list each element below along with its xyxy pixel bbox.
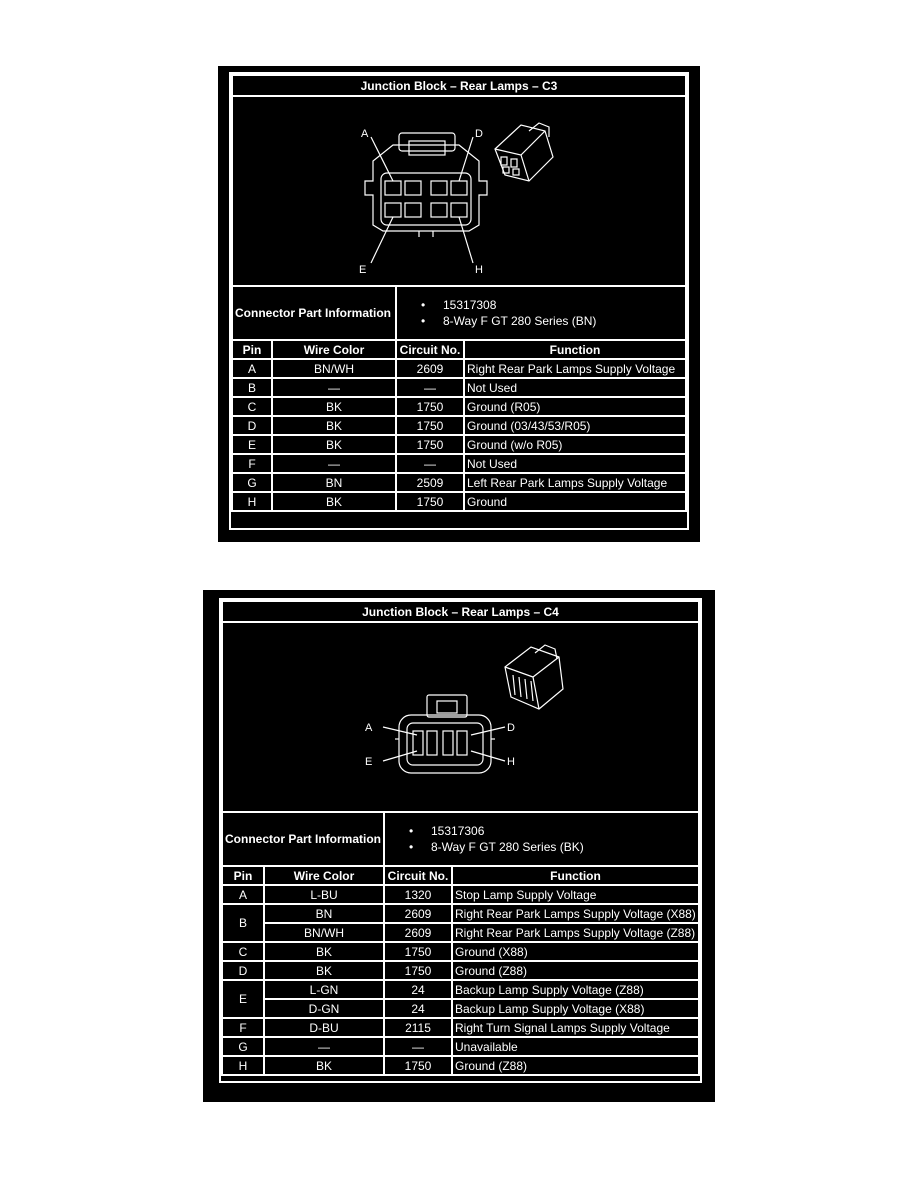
c4-connector-panel <box>203 590 715 1102</box>
function-cell: Ground (03/43/53/R05) <box>464 416 686 435</box>
c4-header-function: Function <box>452 866 699 885</box>
c4-header-wire-color: Wire Color <box>264 866 384 885</box>
wire-color-cell: L-GN <box>264 980 384 999</box>
circuit-cell: 1750 <box>384 1056 452 1075</box>
c4-pinout-table <box>221 600 700 1076</box>
function-cell: Ground <box>464 492 686 511</box>
table-row <box>222 961 699 980</box>
wire-color-cell: BK <box>272 435 396 454</box>
wire-color-cell: BK <box>264 1056 384 1075</box>
wire-color-cell: BK <box>272 397 396 416</box>
c3-connector-diagram <box>233 97 679 283</box>
c3-header-circuit: Circuit No. <box>396 340 464 359</box>
wire-color-cell: BK <box>264 942 384 961</box>
table-row <box>232 473 686 492</box>
c3-info-list <box>399 297 683 329</box>
c3-header-wire-color: Wire Color <box>272 340 396 359</box>
pin-cell: A <box>222 885 264 904</box>
pin-cell: H <box>222 1056 264 1075</box>
pin-cell: E <box>222 980 264 1018</box>
table-row <box>222 1018 699 1037</box>
function-cell: Ground (w/o R05) <box>464 435 686 454</box>
table-row <box>232 435 686 454</box>
c4-header-row <box>222 866 699 885</box>
c4-connector-iso-view <box>505 645 563 709</box>
function-cell: Backup Lamp Supply Voltage (X88) <box>452 999 699 1018</box>
function-cell: Right Rear Park Lamps Supply Voltage <box>464 359 686 378</box>
function-cell: Ground (X88) <box>452 942 699 961</box>
c4-pin-label-e: E <box>365 756 373 768</box>
pin-cell: A <box>232 359 272 378</box>
function-cell: Backup Lamp Supply Voltage (Z88) <box>452 980 699 999</box>
pin-cell: F <box>232 454 272 473</box>
pin-cell: G <box>232 473 272 492</box>
c4-part-number: • 15317306 <box>409 823 696 839</box>
c3-header-function: Function <box>464 340 686 359</box>
wire-color-cell: BN/WH <box>272 359 396 378</box>
pin-cell: E <box>232 435 272 454</box>
function-cell: Not Used <box>464 378 686 397</box>
table-row <box>222 904 699 923</box>
pin-cell: H <box>232 492 272 511</box>
wire-color-cell: BN <box>264 904 384 923</box>
function-cell: Right Rear Park Lamps Supply Voltage (Z88) <box>452 923 699 942</box>
c3-diagram-cell <box>232 96 686 286</box>
pin-cell: D <box>222 961 264 980</box>
circuit-cell: — <box>396 454 464 473</box>
c3-pin-label-a: A <box>361 128 369 140</box>
c3-pin-label-d: D <box>475 128 483 140</box>
pin-cell: G <box>222 1037 264 1056</box>
circuit-cell: 2609 <box>396 359 464 378</box>
c3-pin-label-e: E <box>359 264 367 276</box>
circuit-cell: 1750 <box>396 416 464 435</box>
function-cell: Ground (Z88) <box>452 1056 699 1075</box>
table-row <box>232 454 686 473</box>
c4-info-list <box>387 823 696 855</box>
pin-cell: C <box>232 397 272 416</box>
wire-color-cell: — <box>272 378 396 397</box>
function-cell: Ground (Z88) <box>452 961 699 980</box>
c4-header-pin: Pin <box>222 866 264 885</box>
wire-color-cell: BK <box>272 416 396 435</box>
wire-color-cell: — <box>264 1037 384 1056</box>
c4-title: Junction Block – Rear Lamps – C4 <box>222 601 699 622</box>
c3-series: • 8-Way F GT 280 Series (BN) <box>421 313 683 329</box>
circuit-cell: 2509 <box>396 473 464 492</box>
c4-header-circuit: Circuit No. <box>384 866 452 885</box>
pin-cell: C <box>222 942 264 961</box>
table-row <box>222 980 699 999</box>
c3-header-row <box>232 340 686 359</box>
c3-header-pin: Pin <box>232 340 272 359</box>
table-row <box>222 999 699 1018</box>
table-row <box>222 942 699 961</box>
c4-info-cell <box>384 812 699 866</box>
pin-cell: D <box>232 416 272 435</box>
table-row <box>222 923 699 942</box>
table-row <box>222 1037 699 1056</box>
function-cell: Right Turn Signal Lamps Supply Voltage <box>452 1018 699 1037</box>
circuit-cell: 1750 <box>396 492 464 511</box>
wire-color-cell: BN <box>272 473 396 492</box>
wire-color-cell: BK <box>264 961 384 980</box>
c3-pinout-table <box>231 74 687 512</box>
wire-color-cell: BN/WH <box>264 923 384 942</box>
circuit-cell: 2609 <box>384 904 452 923</box>
circuit-cell: 24 <box>384 999 452 1018</box>
c3-info-cell <box>396 286 686 340</box>
circuit-cell: 1750 <box>384 961 452 980</box>
c4-info-label: Connector Part Information <box>222 812 384 866</box>
function-cell: Right Rear Park Lamps Supply Voltage (X88) <box>452 904 699 923</box>
pin-cell: F <box>222 1018 264 1037</box>
c3-connector-iso-view <box>495 123 553 181</box>
table-row <box>232 359 686 378</box>
pin-cell: B <box>222 904 264 942</box>
wire-color-cell: — <box>272 454 396 473</box>
c4-table-frame <box>219 598 702 1083</box>
c4-pin-label-a: A <box>365 722 373 734</box>
c4-connector-diagram <box>223 623 699 809</box>
c3-info-label: Connector Part Information <box>232 286 396 340</box>
table-row <box>232 492 686 511</box>
pin-cell: B <box>232 378 272 397</box>
circuit-cell: — <box>396 378 464 397</box>
wire-color-cell: D-GN <box>264 999 384 1018</box>
table-row <box>232 416 686 435</box>
circuit-cell: 24 <box>384 980 452 999</box>
c3-part-number: • 15317308 <box>421 297 683 313</box>
circuit-cell: 1320 <box>384 885 452 904</box>
c3-connector-panel <box>218 66 700 542</box>
c4-pin-label-h: H <box>507 756 515 768</box>
function-cell: Ground (R05) <box>464 397 686 416</box>
c4-series: • 8-Way F GT 280 Series (BK) <box>409 839 696 855</box>
function-cell: Left Rear Park Lamps Supply Voltage <box>464 473 686 492</box>
c3-table-frame <box>229 72 689 530</box>
circuit-cell: 1750 <box>396 397 464 416</box>
wire-color-cell: D-BU <box>264 1018 384 1037</box>
circuit-cell: 2115 <box>384 1018 452 1037</box>
c4-diagram-cell <box>222 622 699 812</box>
circuit-cell: 1750 <box>396 435 464 454</box>
c4-pin-label-d: D <box>507 722 515 734</box>
table-row <box>232 378 686 397</box>
function-cell: Stop Lamp Supply Voltage <box>452 885 699 904</box>
table-row <box>222 885 699 904</box>
wire-color-cell: BK <box>272 492 396 511</box>
table-row <box>222 1056 699 1075</box>
c3-pin-label-h: H <box>475 264 483 276</box>
circuit-cell: 2609 <box>384 923 452 942</box>
wire-color-cell: L-BU <box>264 885 384 904</box>
function-cell: Unavailable <box>452 1037 699 1056</box>
c3-title: Junction Block – Rear Lamps – C3 <box>232 75 686 96</box>
function-cell: Not Used <box>464 454 686 473</box>
circuit-cell: 1750 <box>384 942 452 961</box>
circuit-cell: — <box>384 1037 452 1056</box>
table-row <box>232 397 686 416</box>
